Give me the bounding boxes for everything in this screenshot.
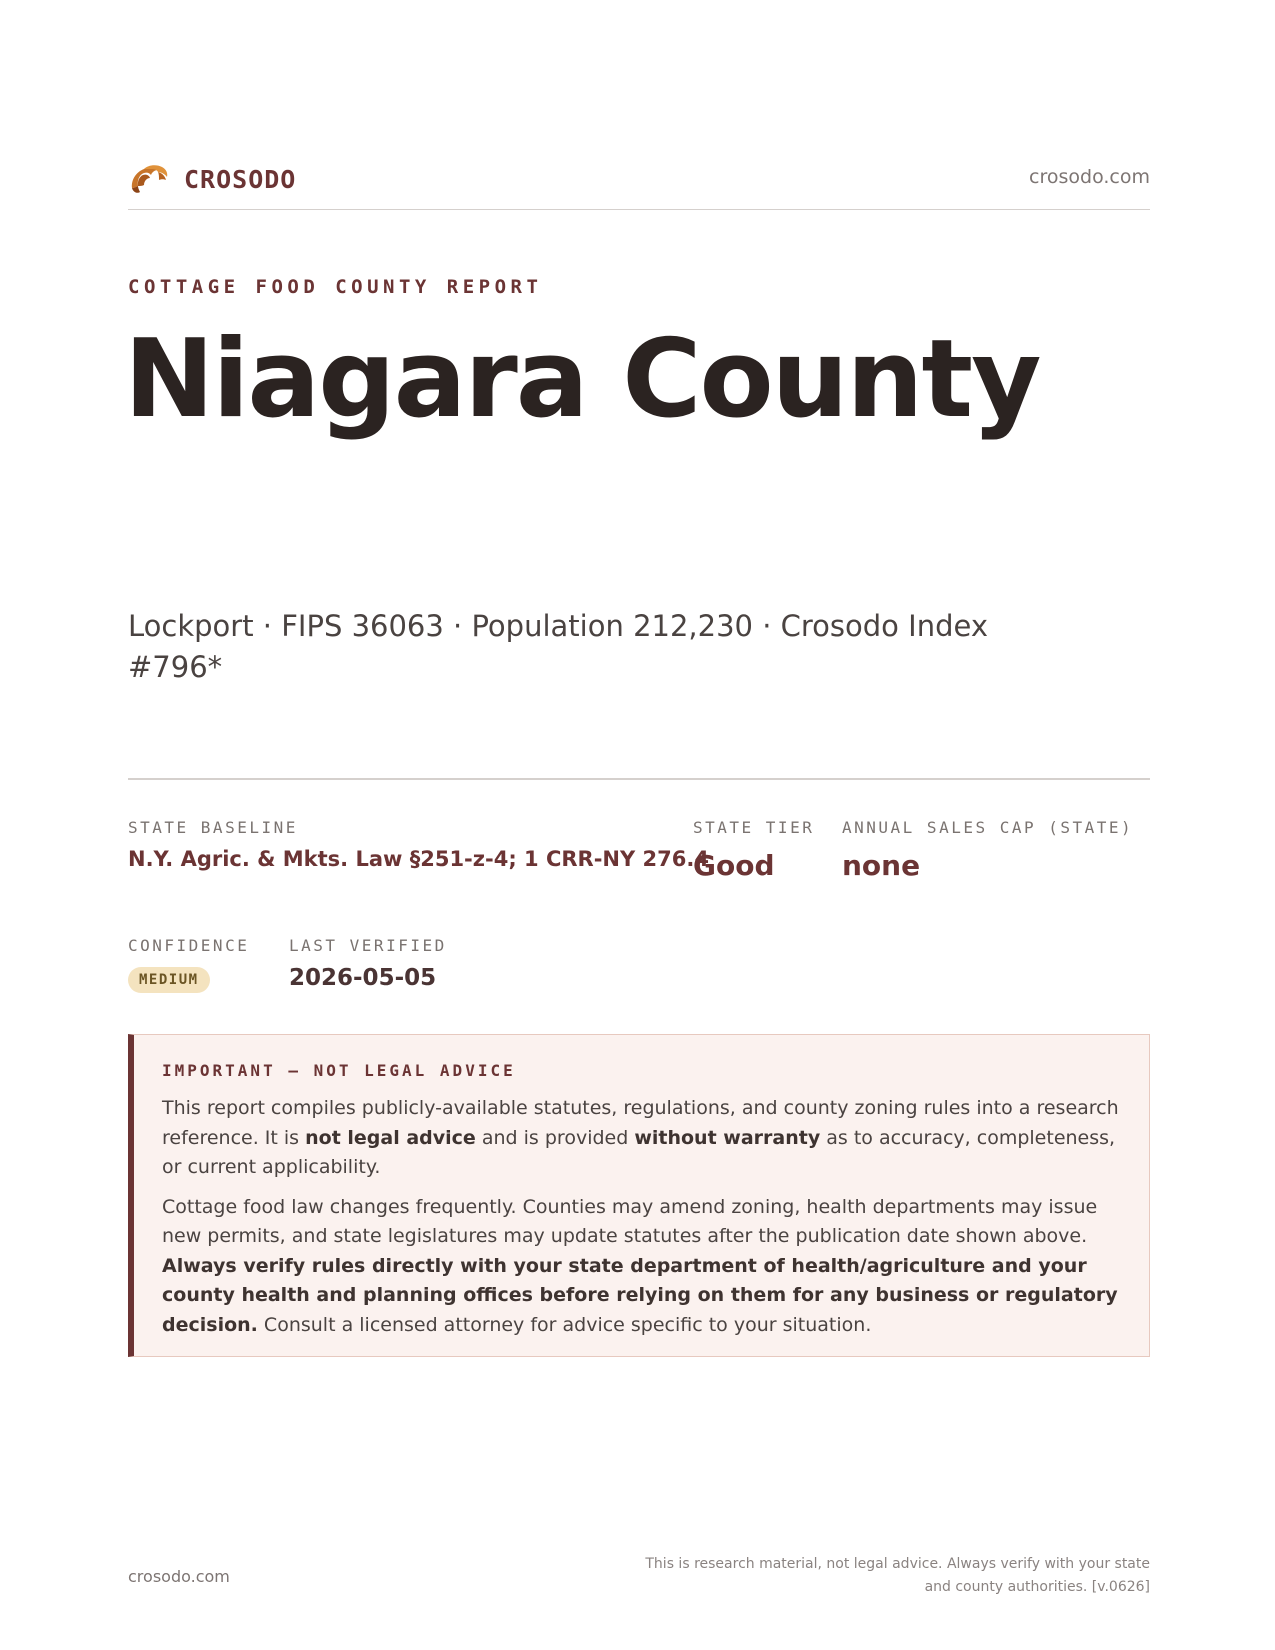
confidence-fact [128, 936, 249, 993]
disclaimer-paragraph-1 [162, 1094, 1123, 1183]
last-verified-fact [289, 936, 447, 991]
disclaimer-emphasis: without warranty [634, 1126, 821, 1149]
page-header [128, 158, 1150, 210]
report-page [124, 0, 1150, 1650]
state-baseline-value: N.Y. Agric. & Mkts. Law §251-z-4; 1 CRR-NY 276.4 [128, 847, 709, 871]
brand[interactable] [128, 158, 296, 200]
state-baseline-fact [128, 818, 709, 871]
last-verified-label: LAST VERIFIED [289, 936, 447, 955]
disclaimer-title: IMPORTANT — NOT LEGAL ADVICE [162, 1061, 516, 1080]
disclaimer-emphasis: Always verify rules directly with your state department of health/agriculture and your county health and planning offices before relying on them for any business or regulatory decision. [162, 1254, 1118, 1336]
disclaimer-paragraph-2 [162, 1193, 1123, 1341]
disclaimer-text: as to accuracy, completeness, or current applicability. [162, 1126, 1116, 1178]
disclaimer-text: and is provided [475, 1126, 635, 1149]
page-title: Niagara County [124, 317, 1040, 442]
section-divider [128, 778, 1150, 780]
sales-cap-label: ANNUAL SALES CAP (STATE) [842, 818, 1134, 837]
footer-disclaimer [630, 1553, 1150, 1599]
disclaimer-emphasis: not legal advice [305, 1126, 476, 1149]
state-tier-value: Good [693, 849, 775, 882]
brand-name: CROSODO [184, 164, 297, 194]
state-tier-label: STATE TIER [693, 818, 815, 837]
site-url-link[interactable]: crosodo.com [1029, 166, 1150, 188]
sales-cap-value: none [842, 849, 921, 882]
county-summary: Lockport · FIPS 36063 · Population 212,230 · Crosodo Index #796* [128, 609, 988, 684]
state-tier-fact [693, 818, 814, 882]
footer-disclaimer-line: This is research material, not legal advice. Always verify with your state [645, 1556, 1150, 1572]
footer-site-link[interactable]: crosodo.com [128, 1567, 230, 1586]
disclaimer-text: Consult a licensed attorney for advice specific to your situation. [257, 1313, 872, 1336]
report-eyebrow: COTTAGE FOOD COUNTY REPORT [128, 276, 543, 298]
confidence-badge: MEDIUM [128, 967, 210, 993]
legal-disclaimer-box [128, 1034, 1150, 1357]
croissant-icon [128, 158, 170, 200]
confidence-label: CONFIDENCE [128, 936, 250, 955]
disclaimer-text: This report compiles publicly-available statutes, regulations, and county zoning rules into a research reference. It is [162, 1097, 1119, 1149]
sales-cap-fact [842, 818, 1133, 882]
footer-disclaimer-line: and county authorities. [v.0626] [924, 1579, 1150, 1595]
last-verified-value: 2026-05-05 [289, 965, 437, 991]
disclaimer-text: Cottage food law changes frequently. Counties may amend zoning, health departments may issue new permits, and state legislatures may update statutes after the publication date shown above. [162, 1195, 1098, 1247]
state-baseline-label: STATE BASELINE [128, 818, 298, 837]
